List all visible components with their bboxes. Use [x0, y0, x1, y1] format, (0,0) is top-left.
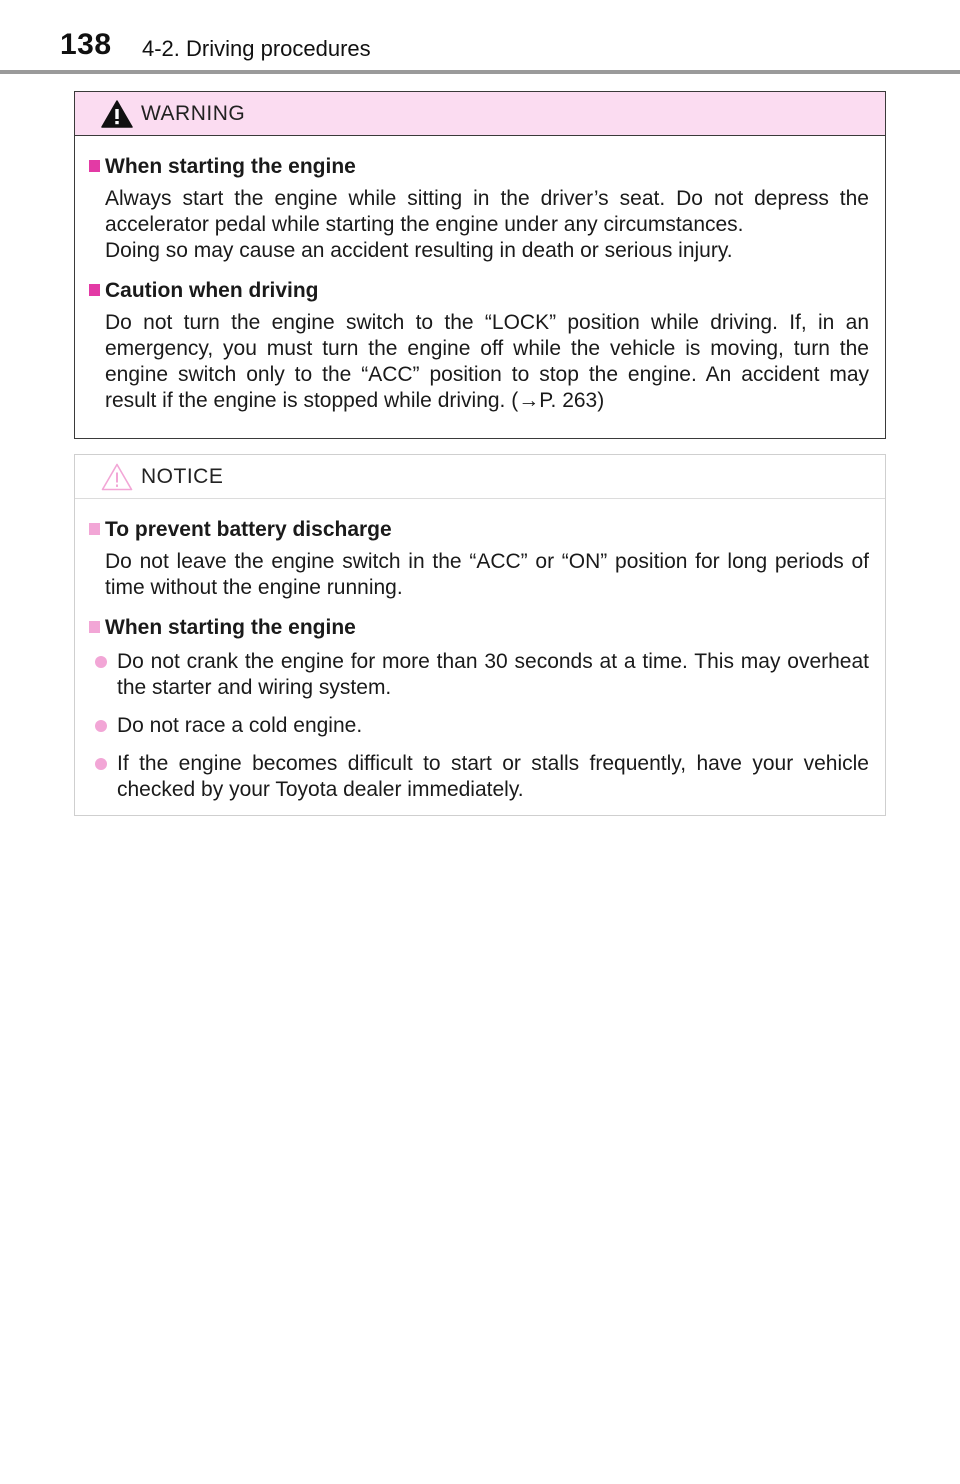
circle-bullet-icon: [95, 720, 107, 732]
circle-bullet-icon: [95, 758, 107, 770]
notice-item-title-wrap: [89, 615, 869, 641]
warning-label: WARNING: [141, 102, 246, 125]
warning-item-title-wrap: [89, 278, 869, 304]
warning-box: [74, 91, 886, 439]
list-item: [93, 713, 869, 739]
warning-item-title: When starting the engine: [105, 155, 356, 178]
notice-item: [89, 615, 869, 803]
notice-label: NOTICE: [141, 465, 224, 488]
warning-header: [75, 92, 885, 136]
square-bullet-icon: [89, 523, 100, 535]
notice-header: [75, 455, 885, 499]
circle-bullet-icon: [95, 656, 107, 668]
paragraph: Doing so may cause an accident resulting in death or serious injury.: [105, 239, 733, 262]
warning-item: [89, 278, 869, 414]
warning-item-text: [89, 310, 869, 414]
paragraph: Do not turn the engine switch to the “LOCK” position while driving. If, in an emergency, you must turn the engine off while the vehicle is moving, turn the engine switch only to the “ACC” position to stop the engine. An accident may result if the engine is stopped while driving. (→P. 263): [105, 311, 869, 412]
warning-item-title-wrap: [89, 154, 869, 180]
list-item: [93, 751, 869, 803]
square-bullet-icon: [89, 160, 100, 172]
warning-triangle-icon: [101, 100, 133, 128]
bullet-text: Do not race a cold engine.: [117, 714, 363, 737]
page-header: [0, 0, 960, 76]
section-title: 4-2. Driving procedures: [142, 36, 371, 61]
notice-item: [89, 517, 869, 601]
header-rule: [0, 70, 960, 74]
notice-body: [75, 499, 885, 803]
notice-bullet-list: [89, 649, 869, 803]
square-bullet-icon: [89, 284, 100, 296]
warning-item-text: [89, 186, 869, 264]
bullet-text: If the engine becomes difficult to start or stalls frequently, have your vehicle checked by your Toyota dealer immediately.: [117, 752, 869, 801]
notice-item-title: To prevent battery discharge: [105, 518, 392, 541]
warning-body: [75, 136, 885, 414]
square-bullet-icon: [89, 621, 100, 633]
list-item: [93, 649, 869, 701]
bullet-text: Do not crank the engine for more than 30 seconds at a time. This may overheat the starter and wiring system.: [117, 650, 869, 699]
paragraph: Always start the engine while sitting in the driver’s seat. Do not depress the accelerator pedal while starting the engine under any circumstances.: [105, 187, 869, 236]
notice-box: [74, 454, 886, 816]
notice-triangle-icon: [101, 463, 133, 491]
page-number: 138: [60, 28, 112, 61]
notice-item-title: When starting the engine: [105, 616, 356, 639]
warning-item-title: Caution when driving: [105, 279, 319, 302]
paragraph: Do not leave the engine switch in the “ACC” or “ON” position for long periods of time without the engine running.: [105, 550, 869, 599]
notice-item-title-wrap: [89, 517, 869, 543]
warning-item: [89, 154, 869, 264]
notice-item-text: [89, 549, 869, 601]
